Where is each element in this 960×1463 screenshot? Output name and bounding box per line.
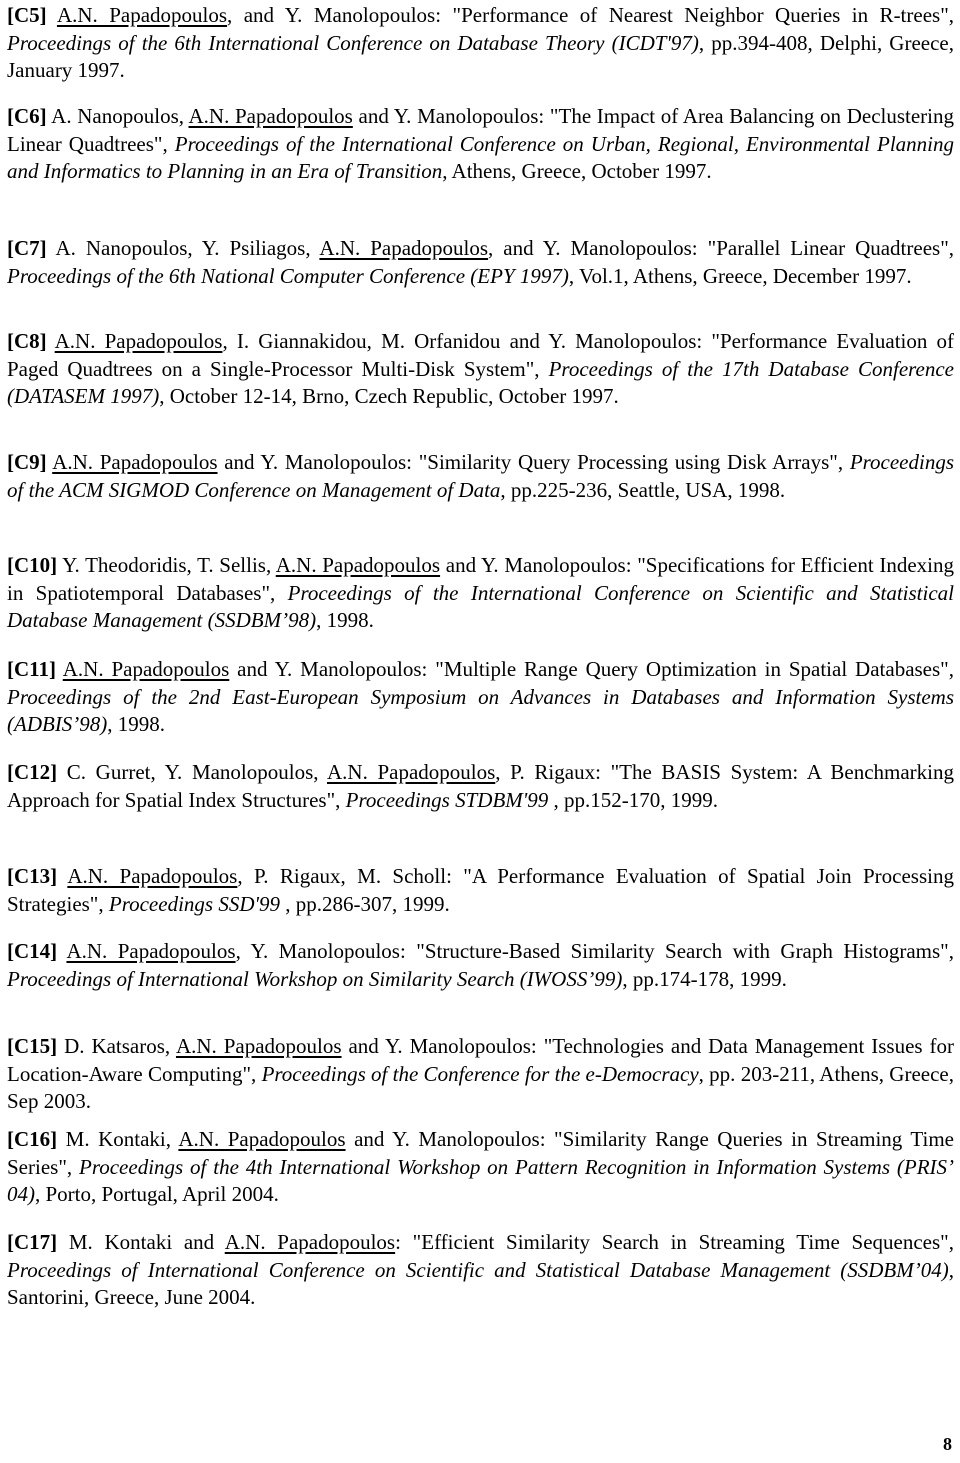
highlighted-author: A.N. Papadopoulos [275,553,441,577]
highlighted-author: A.N. Papadopoulos [66,939,236,963]
reference-label: [C13] [7,864,58,888]
reference-venue: Proceedings of International Workshop on Similarity Search (IWOSS’99) [7,966,623,991]
reference-title: "Similarity Query Processing using Disk Arrays", [418,450,844,474]
reference-label: [C5] [7,3,47,27]
highlighted-author: A.N. Papadopoulos [54,329,223,353]
reference-authors: and Y. Manolopoulos: [352,104,545,128]
highlighted-author: A.N. Papadopoulos [319,236,489,260]
reference-authors: , P. Rigaux, M. Scholl: [237,864,452,888]
reference-venue: Proceedings of the 6th National Computer Conference (EPY 1997) [7,263,569,288]
reference-coauthors: A. Nanopoulos, [51,104,189,128]
reference-c16 [7,1126,954,1209]
reference-coauthors: Y. Theodoridis, T. Sellis, [62,553,276,577]
highlighted-author: A.N. Papadopoulos [56,3,228,27]
reference-venue: Proceedings of the ACM SIGMOD Conference on Management of Data [7,450,955,502]
reference-label: [C6] [7,104,47,128]
reference-c15 [7,1033,954,1116]
reference-venue: Proceedings of the Conference for the e-Democracy [261,1061,699,1086]
reference-label: [C17] [7,1230,58,1254]
reference-venue: Proceedings of the International Conference on Urban, Regional, Environmental Planning and Informatics to Planning in an Era of Transition [7,131,954,183]
reference-authors: , and Y. Manolopoulos: [488,236,698,260]
reference-title: "A Performance Evaluation of Spatial Join Processing Strategies", [7,864,954,916]
reference-label: [C14] [7,939,58,963]
reference-c7 [7,235,954,290]
reference-label: [C16] [7,1127,58,1151]
reference-c11 [7,656,954,739]
reference-authors: : [395,1230,401,1254]
reference-authors: and Y. Manolopoulos: [217,450,412,474]
reference-label: [C8] [7,329,47,353]
reference-title: "Structure-Based Similarity Search with Graph Histograms", [416,939,954,963]
reference-details: , pp.394-408, Delphi, Greece, January 1997. [7,30,954,82]
reference-authors: , I. Giannakidou, M. Orfanidou and Y. Manolopoulos: [222,329,703,353]
reference-venue: Proceedings of International Conference on Scientific and Statistical Database Management (SSDBM’04) [7,1257,949,1282]
highlighted-author: A.N. Papadopoulos [62,657,230,681]
reference-label: [C11] [7,657,56,681]
page-number: 8 [943,1434,952,1454]
highlighted-author: A.N. Papadopoulos [175,1034,342,1058]
reference-venue: Proceedings of the 6th International Conference on Database Theory (ICDT'97) [7,30,699,55]
reference-c8 [7,328,954,411]
highlighted-author: A.N. Papadopoulos [188,104,353,128]
reference-details: , Porto, Portugal, April 2004. [35,1182,279,1206]
reference-c5 [7,2,954,85]
reference-label: [C9] [7,450,47,474]
reference-details: , pp. 203-211, Athens, Greece, Sep 2003. [7,1061,954,1113]
reference-coauthors: A. Nanopoulos, Y. Psiliagos, [55,236,320,260]
reference-details: , October 12-14, Brno, Czech Republic, October 1997. [159,384,619,408]
reference-venue: Proceedings SSD'99 [108,891,280,916]
highlighted-author: A.N. Papadopoulos [67,864,238,888]
reference-venue: Proceedings of the 17th Database Conference (DATASEM 1997) [7,356,954,408]
reference-authors: and Y. Manolopoulos: [341,1034,537,1058]
reference-details: , pp.225-236, Seattle, USA, 1998. [500,477,786,502]
reference-authors: and Y. Manolopoulos: [345,1127,546,1151]
reference-authors: , P. Rigaux: [495,760,601,784]
reference-venue: Proceedings of the 2nd East-European Symposium on Advances in Databases and Information Systems (ADBIS’98) [7,684,954,736]
reference-c14 [7,938,954,993]
reference-authors: and Y. Manolopoulos: [229,657,428,681]
reference-title: "Efficient Similarity Search in Streaming Time Sequences", [412,1230,955,1254]
reference-title: "Parallel Linear Quadtrees", [707,236,955,260]
reference-c17 [7,1229,954,1312]
highlighted-author: A.N. Papadopoulos [224,1230,396,1254]
reference-venue: Proceedings of the International Conference on Scientific and Statistical Database Management (SSDBM’98) [7,580,955,632]
reference-title: "The Impact of Area Balancing on Declustering Linear Quadtrees", [7,104,955,156]
reference-details: , 1998. [316,608,374,632]
reference-coauthors: C. Gurret, Y. Manolopoulos, [66,760,327,784]
reference-details: , 1998. [107,712,166,736]
reference-details: , pp.174-178, 1999. [622,966,787,991]
reference-details: , pp.286-307, 1999. [280,891,450,916]
reference-c10 [7,552,954,635]
reference-c9 [7,449,954,504]
reference-label: [C7] [7,236,47,260]
reference-title: "Performance Evaluation of Paged Quadtrees on a Single-Processor Multi-Disk System", [7,329,954,381]
reference-authors: and Y. Manolopoulos: [440,553,632,577]
reference-details: , Vol.1, Athens, Greece, December 1997. [568,263,912,288]
reference-authors: , Y. Manolopoulos: [235,939,406,963]
reference-title: "Similarity Range Queries in Streaming Time Series", [7,1127,954,1179]
reference-c6 [7,103,954,186]
reference-authors: , and Y. Manolopoulos: [227,3,442,27]
reference-label: [C15] [7,1034,58,1058]
reference-c12 [7,759,954,814]
reference-label: [C12] [7,760,58,784]
reference-label: [C10] [7,553,58,577]
reference-title: "Multiple Range Query Optimization in Spatial Databases", [435,657,955,681]
reference-venue: Proceedings STDBM'99 [345,787,549,812]
reference-c13 [7,863,954,918]
reference-title: "Performance of Nearest Neighbor Queries in R-trees", [452,3,955,27]
highlighted-author: A.N. Papadopoulos [178,1127,346,1151]
reference-details: , Santorini, Greece, June 2004. [7,1257,954,1309]
reference-details: , Athens, Greece, October 1997. [442,159,712,183]
reference-coauthors: D. Katsaros, [64,1034,176,1058]
reference-title: "The BASIS System: A Benchmarking Approach for Spatial Index Structures", [7,760,954,812]
reference-title: "Technologies and Data Management Issues for Location-Aware Computing", [7,1034,954,1086]
highlighted-author: A.N. Papadopoulos [52,450,218,474]
reference-title: "Specifications for Efficient Indexing in Spatiotemporal Databases", [7,553,954,605]
reference-coauthors: M. Kontaki, [65,1127,179,1151]
reference-venue: Proceedings of the 4th International Workshop on Pattern Recognition in Information Systems (PRIS’ 04) [7,1154,955,1206]
highlighted-author: A.N. Papadopoulos [327,760,496,784]
reference-details: , pp.152-170, 1999. [548,787,719,812]
reference-coauthors: M. Kontaki and [68,1230,225,1254]
